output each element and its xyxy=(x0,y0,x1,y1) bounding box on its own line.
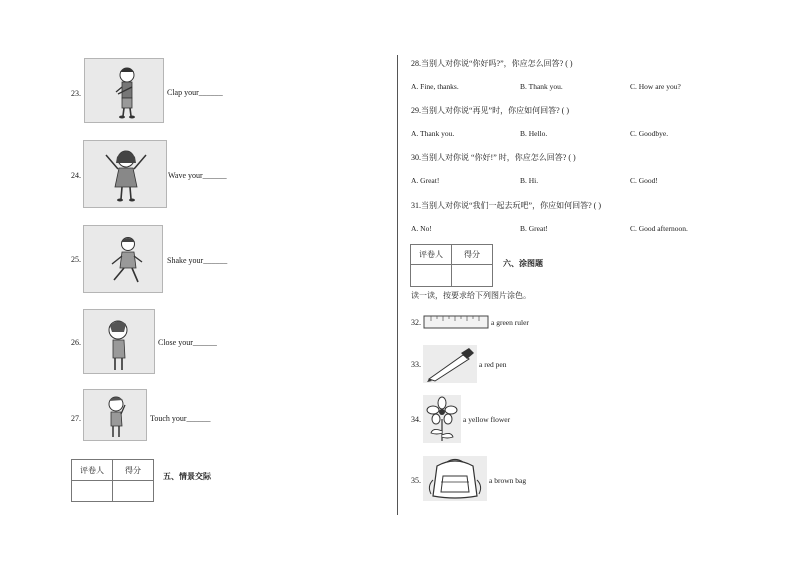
backpack-icon xyxy=(423,456,487,501)
column-divider xyxy=(397,55,398,515)
question-number: 23. xyxy=(71,89,81,98)
question-number: 33. xyxy=(411,360,421,369)
prompt-text: Wave your______ xyxy=(168,171,227,180)
option-c[interactable]: C. Good afternoon. xyxy=(630,224,688,233)
girl-waving-icon xyxy=(84,141,167,208)
question-text: 28.当别人对你说“你好吗?”，你应怎么回答? ( ) xyxy=(411,59,573,68)
girl-shaking-icon xyxy=(84,226,163,293)
close-picture xyxy=(83,309,155,374)
option-b[interactable]: B. Hi. xyxy=(520,176,539,185)
boy-profile-icon xyxy=(84,310,155,374)
question-number: 24. xyxy=(71,171,81,180)
bag-picture[interactable] xyxy=(423,456,487,501)
option-a[interactable]: A. Fine, thanks. xyxy=(411,82,459,91)
option-b[interactable]: B. Hello. xyxy=(520,129,548,138)
grader-cell[interactable] xyxy=(411,265,452,287)
score-cell[interactable] xyxy=(113,481,154,502)
touch-picture xyxy=(83,389,147,441)
question-number: 35. xyxy=(411,476,421,485)
prompt-text: Close your______ xyxy=(158,338,217,347)
question-number: 26. xyxy=(71,338,81,347)
score-cell[interactable] xyxy=(452,265,493,287)
score-header: 得分 xyxy=(452,245,493,265)
pen-icon xyxy=(423,345,477,383)
option-a[interactable]: A. No! xyxy=(411,224,432,233)
color-label: a yellow flower xyxy=(463,415,511,424)
boy-touching-icon xyxy=(84,390,147,441)
grader-header: 评卷人 xyxy=(411,245,452,265)
color-label: a green ruler xyxy=(491,318,529,327)
flower-icon xyxy=(423,395,461,443)
instruction-text: 读一读，按要求给下列图片涂色。 xyxy=(411,291,531,300)
score-header: 得分 xyxy=(113,460,154,481)
flower-picture[interactable] xyxy=(423,395,461,443)
question-number: 32. xyxy=(411,318,421,327)
question-text: 29.当别人对你说“再见”时，你应如何回答? ( ) xyxy=(411,106,569,115)
ruler-icon xyxy=(423,313,489,331)
option-a[interactable]: A. Thank you. xyxy=(411,129,455,138)
section-title: 五、情景交际 xyxy=(163,472,211,481)
color-label: a red pen xyxy=(479,360,507,369)
question-text: 30.当别人对你说 “你好!” 时，你应怎么回答? ( ) xyxy=(411,153,576,162)
grader-header: 评卷人 xyxy=(72,460,113,481)
boy-clapping-icon xyxy=(85,59,164,123)
option-c[interactable]: C. How are you? xyxy=(630,82,681,91)
option-c[interactable]: C. Good! xyxy=(630,176,658,185)
prompt-text: Touch your______ xyxy=(150,414,211,423)
prompt-text: Clap your______ xyxy=(167,88,223,97)
question-number: 27. xyxy=(71,414,81,423)
clap-picture xyxy=(84,58,164,123)
grader-cell[interactable] xyxy=(72,481,113,502)
question-number: 25. xyxy=(71,255,81,264)
question-text: 31.当别人对你说“我们一起去玩吧”，你应如何回答? ( ) xyxy=(411,201,601,210)
section-title: 六、涂图题 xyxy=(503,259,543,268)
prompt-text: Shake your______ xyxy=(167,256,228,265)
shake-picture xyxy=(83,225,163,293)
ruler-picture[interactable] xyxy=(423,313,489,331)
pen-picture[interactable] xyxy=(423,345,477,383)
question-number: 34. xyxy=(411,415,421,424)
option-b[interactable]: B. Thank you. xyxy=(520,82,563,91)
option-b[interactable]: B. Great! xyxy=(520,224,548,233)
color-label: a brown bag xyxy=(489,476,527,485)
option-c[interactable]: C. Goodbye. xyxy=(630,129,669,138)
wave-picture xyxy=(83,140,167,208)
option-a[interactable]: A. Great! xyxy=(411,176,440,185)
score-table xyxy=(410,244,493,287)
score-table xyxy=(71,459,154,502)
